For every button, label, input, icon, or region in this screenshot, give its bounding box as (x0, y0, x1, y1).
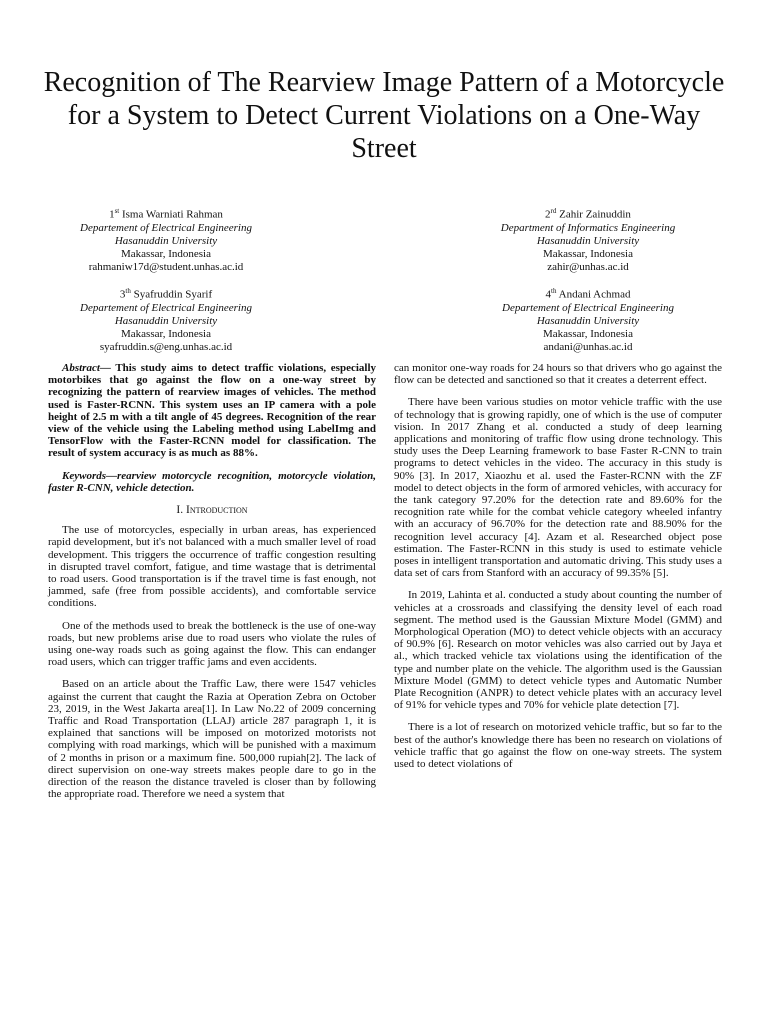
author-department: Department of Informatics Engineering (500, 221, 676, 234)
paragraph: can monitor one-way roads for 24 hours so that drivers who go against the flow can be detected and sanctioned so that it creates a deterrent effect. (394, 362, 722, 387)
author-university: Hasanuddin University (536, 234, 640, 247)
left-column (48, 362, 376, 811)
author-name: 4th Andani Achmad (545, 287, 631, 301)
paper-title: Recognition of The Rearview Image Pattern of a Motorcycle for a System to Detect Current Violations on a One-Way Street (43, 67, 725, 164)
author-block-4 (468, 285, 708, 354)
author-block-3 (46, 285, 286, 354)
author-name: 1st Isma Warniati Rahman (109, 207, 223, 221)
keywords-lead: Keywords— (62, 469, 117, 482)
author-name: 3th Syafruddin Syarif (119, 287, 213, 301)
paragraph: There is a lot of research on motorized vehicle traffic, but so far to the best of the author's knowledge there has been no research on violations of vehicle traffic that go against the flow on one-way streets. The system used to detect violations of (394, 721, 722, 771)
author-city: Makassar, Indonesia (121, 247, 211, 260)
author-city: Makassar, Indonesia (543, 327, 633, 340)
abstract-text: This study aims to detect traffic violations, especially motorbikes that go against the flow on a one-way street by recognizing the pattern of rearview images of vehicles. The method used is Faster-RCNN. This system uses an IP camera with a pole height of 2.5 m with a tilt angle of 45 degrees. Recognition of the rear view of the vehicle using the Labeling method using LabelImg and TensorFlow with the Faster-RCNN model for classification. The result of system accuracy is as much as 88%. (48, 362, 376, 460)
author-email: andani@unhas.ac.id (543, 340, 633, 353)
paragraph: Based on an article about the Traffic Law, there were 1547 vehicles against the current that caught the Razia at Operation Zebra on October 23, 2019, in the West Jakarta area[1]. In Law No.22 of 2009 concerning Traffic and Road Transportation (LLAJ) article 287 paragraph 1, it is explained that sanctions will be imposed on motorized motorists not complying with road markings, which will be punished with a maximum of 2 months in prison or a maximum fine. 500,000 rupiah[2]. The lack of direct supervision on one-way streets makes people dare to go in the direction of the reason the distance traveled is closer than by following the appropriate road. Therefore we need a system that (48, 678, 376, 801)
author-department: Departement of Electrical Engineering (80, 301, 252, 314)
author-email: syafruddin.s@eng.unhas.ac.id (99, 340, 233, 353)
right-column (394, 362, 722, 780)
paragraph: In 2019, Lahinta et al. conducted a study about counting the number of vehicles at a crossroads and classifying the density level of each road segment. The method used is the Gaussian Mixture Model (GMM) and Morphological Operation (MO) to detect vehicle objects with an accuracy of 90.9% [6]. Research on motor vehicles was also carried out by Jaya et al., which tracked vehicle tax violations using the identification of the type and number plate on the vehicle. The algorithm used is the Gaussian Mixture Model (GMM) to detect vehicle types and Automatic Number Plate Recognition (ANPR) to detect vehicle plates with an accuracy level of 91% for vehicle types and 70% for vehicle plate detection [7]. (394, 589, 722, 712)
author-email: zahir@unhas.ac.id (547, 260, 629, 273)
paragraph: The use of motorcycles, especially in urban areas, has experienced rapid development, but it's not balanced with a much smaller level of road development. This triggers the occurrence of traffic congestion resulting in disrupted travel comfort, fatigue, and time wastage that is detrimental to road users. Good transportation is if the travel time is fast enough, not jammed, safe (free from possible accidents), and comfortable service conditions. (48, 524, 376, 610)
author-university: Hasanuddin University (536, 314, 640, 327)
author-university: Hasanuddin University (114, 314, 218, 327)
paragraph: There have been various studies on motor vehicle traffic with the use of technology that is growing rapidly, one of which is the use of computer vision. In 2017 Zhang et al. conducted a study of deep learning applications and monitoring of traffic flow using drone technology. This study uses the Deep Learning framework to base Faster R-CNN to train programs to detect vehicles in the video. The accuracy in this study is 90% [3]. In 2017, Xiaozhu et al. used the Faster-RCNN with the ZF model to detect objects in the form of armored vehicles, with accuracy for the tank category 97.20% for the detection rate and 89.60% for the recognition rate while for the combat vehicle category wheeled infantry with an accuracy of 96.70% for the detection rate and 88.90% for the recognition level accuracy [4]. Azam et al. Researched object pose estimation. The Faster-RCNN in this study is used to estimate vehicle poses in intelligent transportation and automatic driving. This study uses a data set of cars from Stanford with an accuracy of 99.35% [5]. (394, 396, 722, 580)
keywords (48, 470, 376, 494)
section-heading: I. Introduction (176, 504, 248, 517)
paragraph: One of the methods used to break the bottleneck is the use of one-way roads, but new problems arise due to road users who violate the rules of using one-way roads such as going against the flow. This can endanger road users, which can trigger traffic jams and even accidents. (48, 619, 376, 669)
author-block-2 (468, 205, 708, 274)
author-block-1 (46, 205, 286, 274)
author-city: Makassar, Indonesia (121, 327, 211, 340)
keywords-text: rearview motorcycle recognition, motorcycle violation, faster R-CNN, vehicle detection. (48, 469, 376, 494)
author-department: Departement of Electrical Engineering (80, 221, 252, 234)
author-name: 2rd Zahir Zainuddin (545, 207, 631, 221)
author-department: Departement of Electrical Engineering (502, 301, 674, 314)
author-city: Makassar, Indonesia (543, 247, 633, 260)
author-email: rahmaniw17d@student.unhas.ac.id (88, 260, 244, 273)
abstract (48, 362, 376, 460)
abstract-lead: Abstract— (62, 362, 111, 374)
author-university: Hasanuddin University (114, 234, 218, 247)
